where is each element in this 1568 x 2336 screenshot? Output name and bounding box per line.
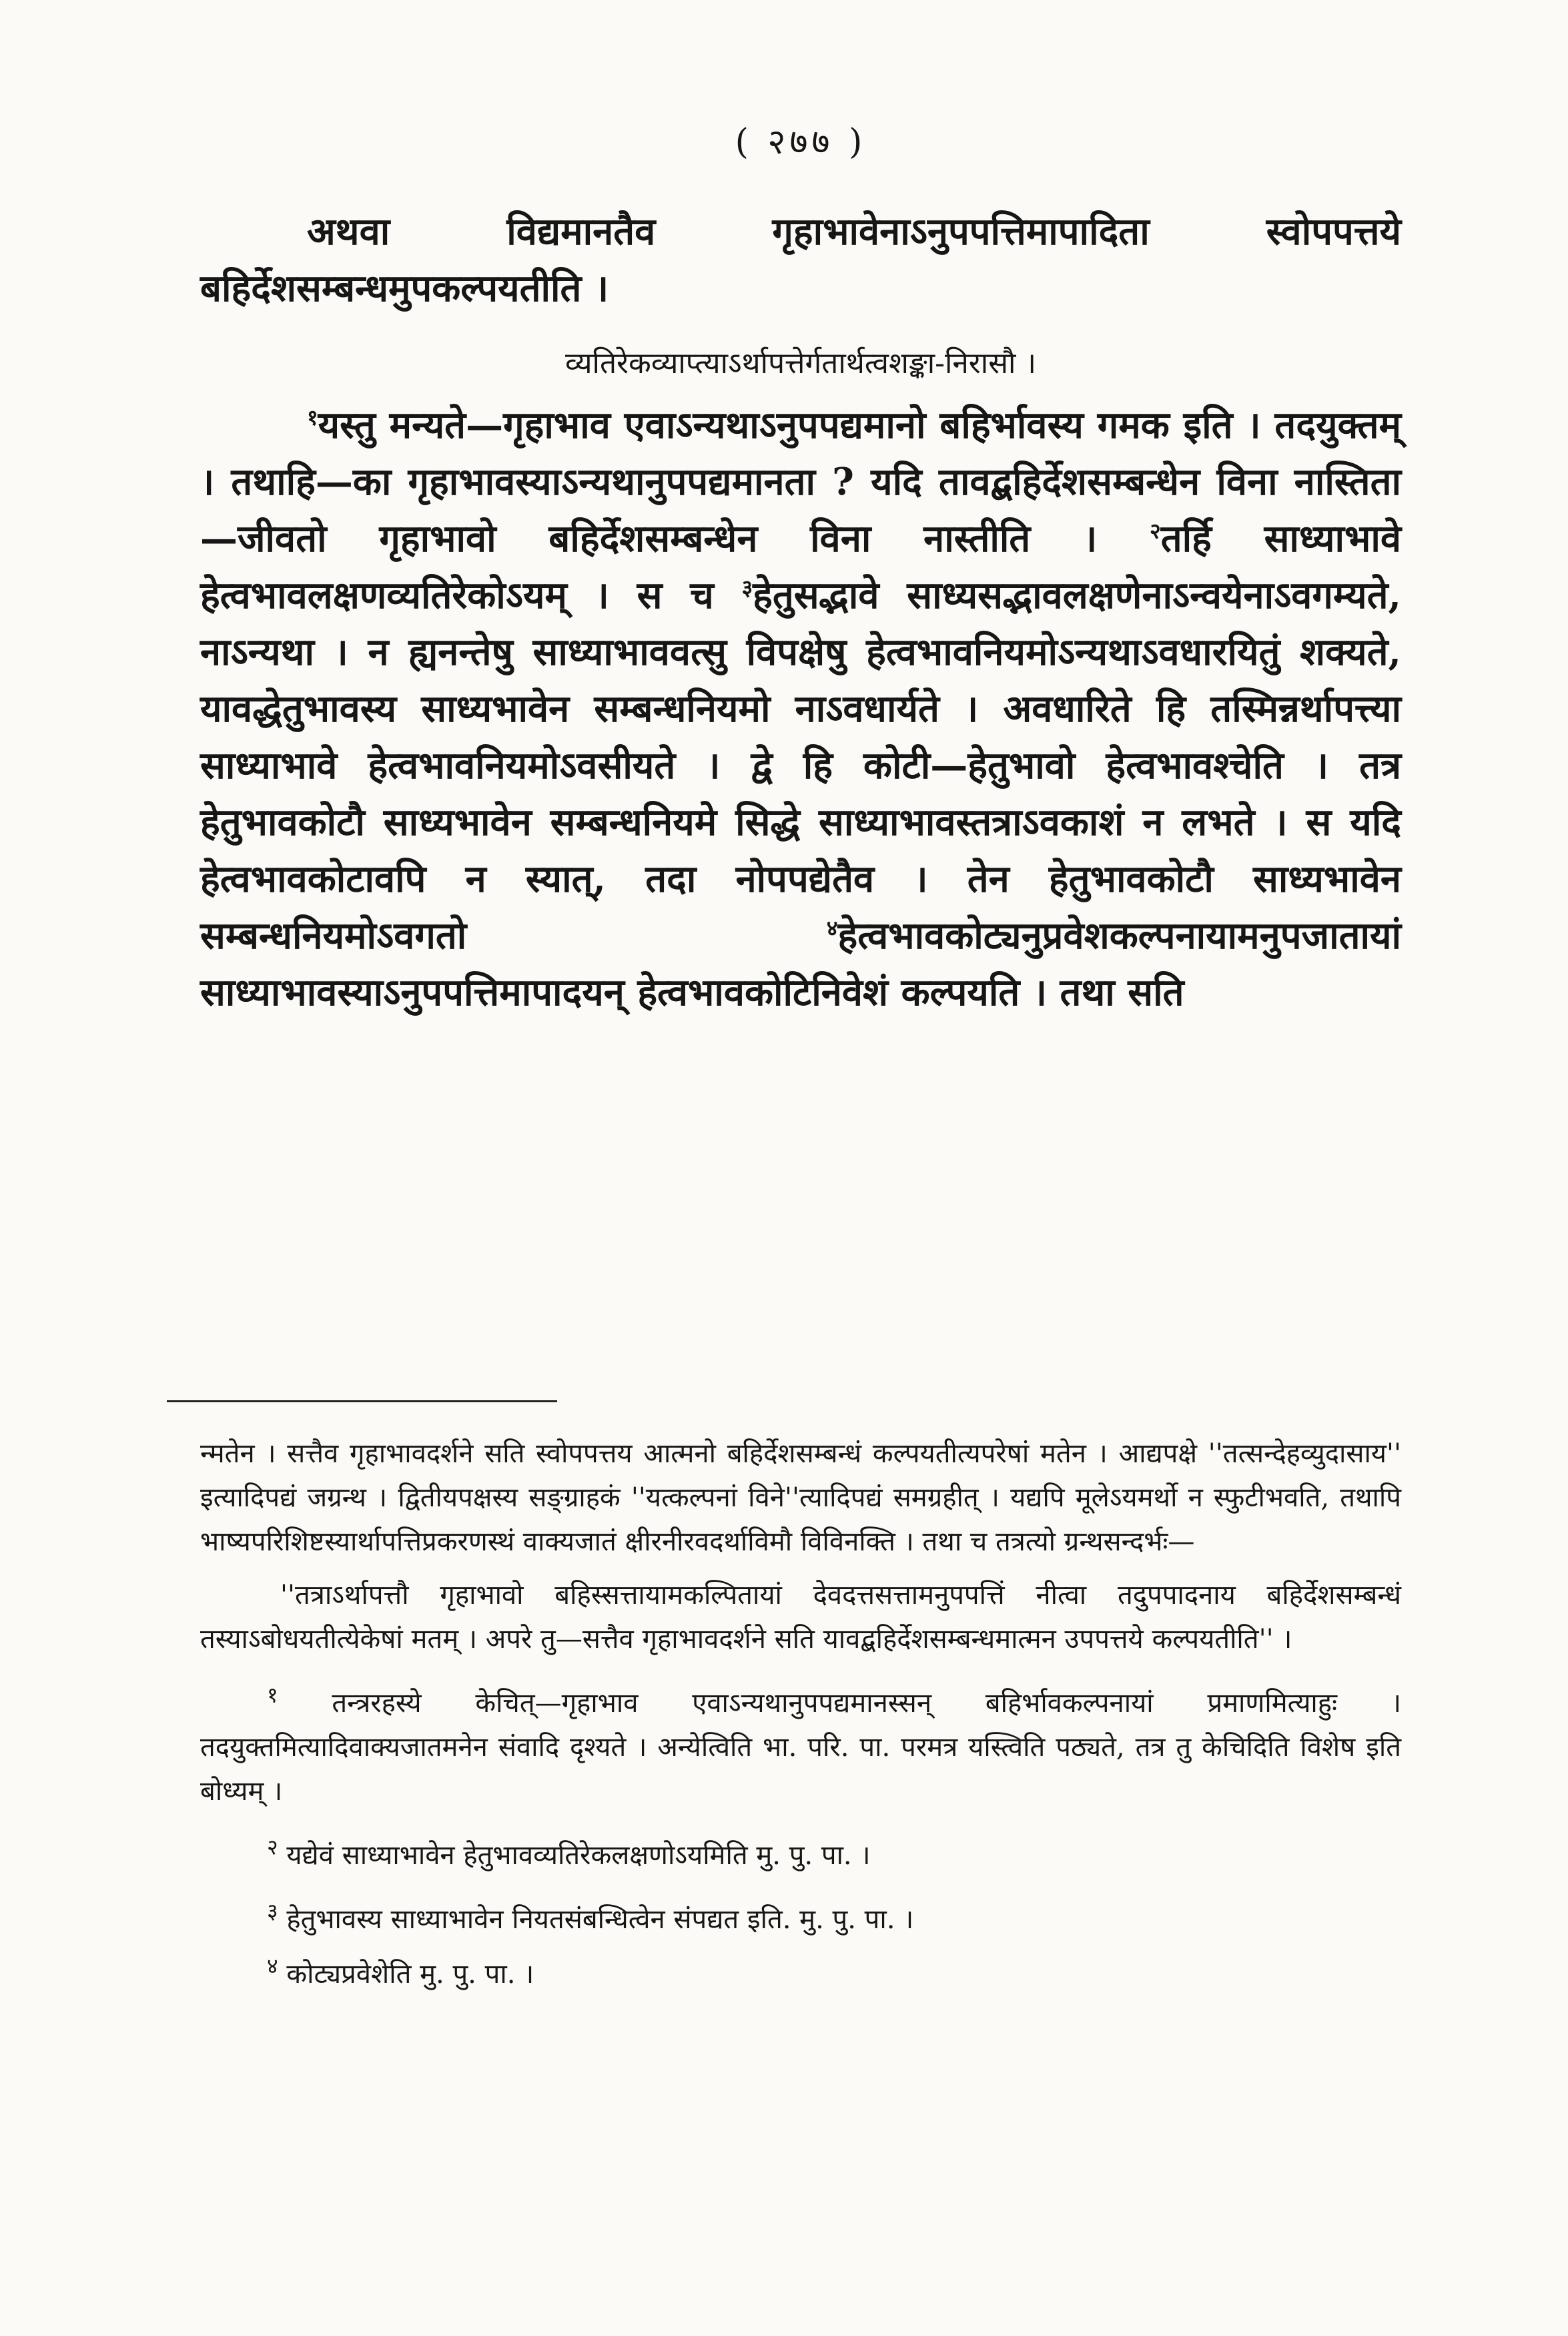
footnote-1: [200, 1681, 1401, 1813]
footnote-4-text: कोट्यप्रवेशेति मु. पु. पा. ।: [286, 1959, 534, 1990]
paragraph-2-part-b: तर्हि साध्याभावे हेत्वभावलक्षणव्यतिरेकोऽयम् । स च: [200, 517, 1401, 617]
footnote-2: [200, 1833, 1401, 1877]
footnote-4: [200, 1952, 1401, 1996]
footnote-mark-4: ४: [826, 915, 838, 941]
main-text: [200, 204, 1401, 1021]
paragraph-2-part-a: यस्तु मन्यते—गृहाभाव एवाऽन्यथाऽनुपपद्यमानो बहिर्भावस्य गमक इति । तदयुक्तम् । तथाहि—का गृहाभावस्याऽन्यथानुपपद्यमानता ? यदि तावद्बहिर्देशसम्बन्धेन विना नास्तिता—जीवतो गृहाभावो बहिर्देशसम्बन्धेन विना नास्तीति ।: [200, 403, 1401, 561]
paragraph-2: [200, 397, 1401, 1021]
footnote-mark-1: १: [307, 404, 318, 430]
footnote-1-mark: १: [267, 1682, 278, 1708]
footnote-2-text: यद्येवं साध्याभावेन हेतुभावव्यतिरेकलक्षणोऽयमिति मु. पु. पा. ।: [286, 1840, 871, 1871]
paragraph-1: अथवा विद्यमानतैव गृहाभावेनाऽनुपपत्तिमापादिता स्वोपपत्तये बहिर्देशसम्बन्धमुपकल्पयतीति ।: [200, 210, 1401, 310]
page-number: ( २७७ ): [735, 122, 867, 162]
section-heading: व्यतिरेकव्याप्त्याऽर्थापत्तेर्गतार्थत्वशङ्का-निरासौ ।: [564, 346, 1036, 380]
footnote-divider: [167, 1400, 557, 1402]
note-continuation: न्मतेन । सत्तैव गृहाभावदर्शने सति स्वोपपत्तय आत्मनो बहिर्देशसम्बन्धं कल्पयतीत्यपरेषां मतेन । आद्यपक्षे ''तत्सन्देहव्युदासाय'' इत्यादिपद्यं जग्रन्थ । द्वितीयपक्षस्य सङ्ग्राहकं ''यत्कल्पनां विने''त्यादिपद्यं समग्रहीत् । यद्यपि मूलेऽयमर्थो न स्फुटीभवति, तथापि भाष्यपरिशिष्टस्यार्थापत्तिप्रकरणस्थं वाक्यजातं क्षीरनीरवदर्थाविमौ विविनक्ति । तथा च तत्रत्यो ग्रन्थसन्दर्भः—: [200, 1438, 1401, 1557]
paragraph-2-part-c: हेतुसद्भावे साध्यसद्भावलक्षणेनाऽन्वयेनाऽवगम्यते, नाऽन्यथा । न ह्यनन्तेषु साध्याभाववत्सु विपक्षेषु हेत्वभावनियमोऽन्यथाऽवधारयितुं शक्यते, यावद्धेतुभावस्य साध्यभावेन सम्बन्धनियमो नाऽवधार्यते । अवधारिते हि तस्मिन्नर्थापत्त्या साध्याभावे हेत्वभावनियमोऽवसीयते । द्वे हि कोटी—हेतुभावो हेत्वभावश्चेति । तत्र हेतुभावकोटौ साध्यभावेन सम्बन्धनियमे सिद्धे साध्याभावस्तत्राऽवकाशं न लभते । स यदि हेत्वभावकोटावपि न स्यात्, तदा नोपपद्येतैव । तेन हेतुभावकोटौ साध्यभावेन सम्बन्धनियमोऽवगतो: [200, 573, 1401, 958]
footnote-mark-2: २: [1150, 518, 1161, 544]
footnote-1-text: तन्त्ररहस्ये केचित्—गृहाभाव एवाऽन्यथानुपपद्यमानस्सन् बहिर्भावकल्पनायां प्रमाणमित्याहुः । तदयुक्तमित्यादिवाक्यजातमनेन संवादि दृश्यते । अन्येत्विति भा. परि. पा. परमत्र यस्त्विति पठ्यते, तत्र तु केचिदिति विशेष इति बोध्यम् ।: [200, 1688, 1401, 1807]
footnote-4-mark: ४: [267, 1953, 278, 1979]
footnote-3-text: हेतुभावस्य साध्याभावेन नियतसंबन्धित्वेन संपद्यत इति. मु. पु. पा. ।: [286, 1904, 914, 1935]
footnote-3-mark: ३: [267, 1898, 278, 1924]
footnote-mark-3: ३: [741, 575, 753, 601]
note-quotation: ''तत्राऽर्थापत्तौ गृहाभावो बहिस्सत्तायामकल्पितायां देवदत्तसत्तामनुपपत्तिं नीत्वा तदुपपादनाय बहिर्देशसम्बन्धं तस्याऽबोधयतीत्येकेषां मतम् । अपरे तु—सत्तैव गृहाभावदर्शने सति यावद्बहिर्देशसम्बन्धमात्मन उपपत्तये कल्पयतीति'' ।: [200, 1580, 1401, 1655]
footnotes: [200, 1432, 1401, 1996]
footnote-2-mark: २: [267, 1834, 278, 1860]
footnote-3: [200, 1897, 1401, 1942]
paragraph-2-part-d: हेत्वभावकोट्यनुप्रवेशकल्पनायामनुपजातायां साध्याभावस्याऽनुपपत्तिमापादयन् हेत्वभावकोटिनिवेशं कल्पयति । तथा सति: [200, 914, 1401, 1014]
